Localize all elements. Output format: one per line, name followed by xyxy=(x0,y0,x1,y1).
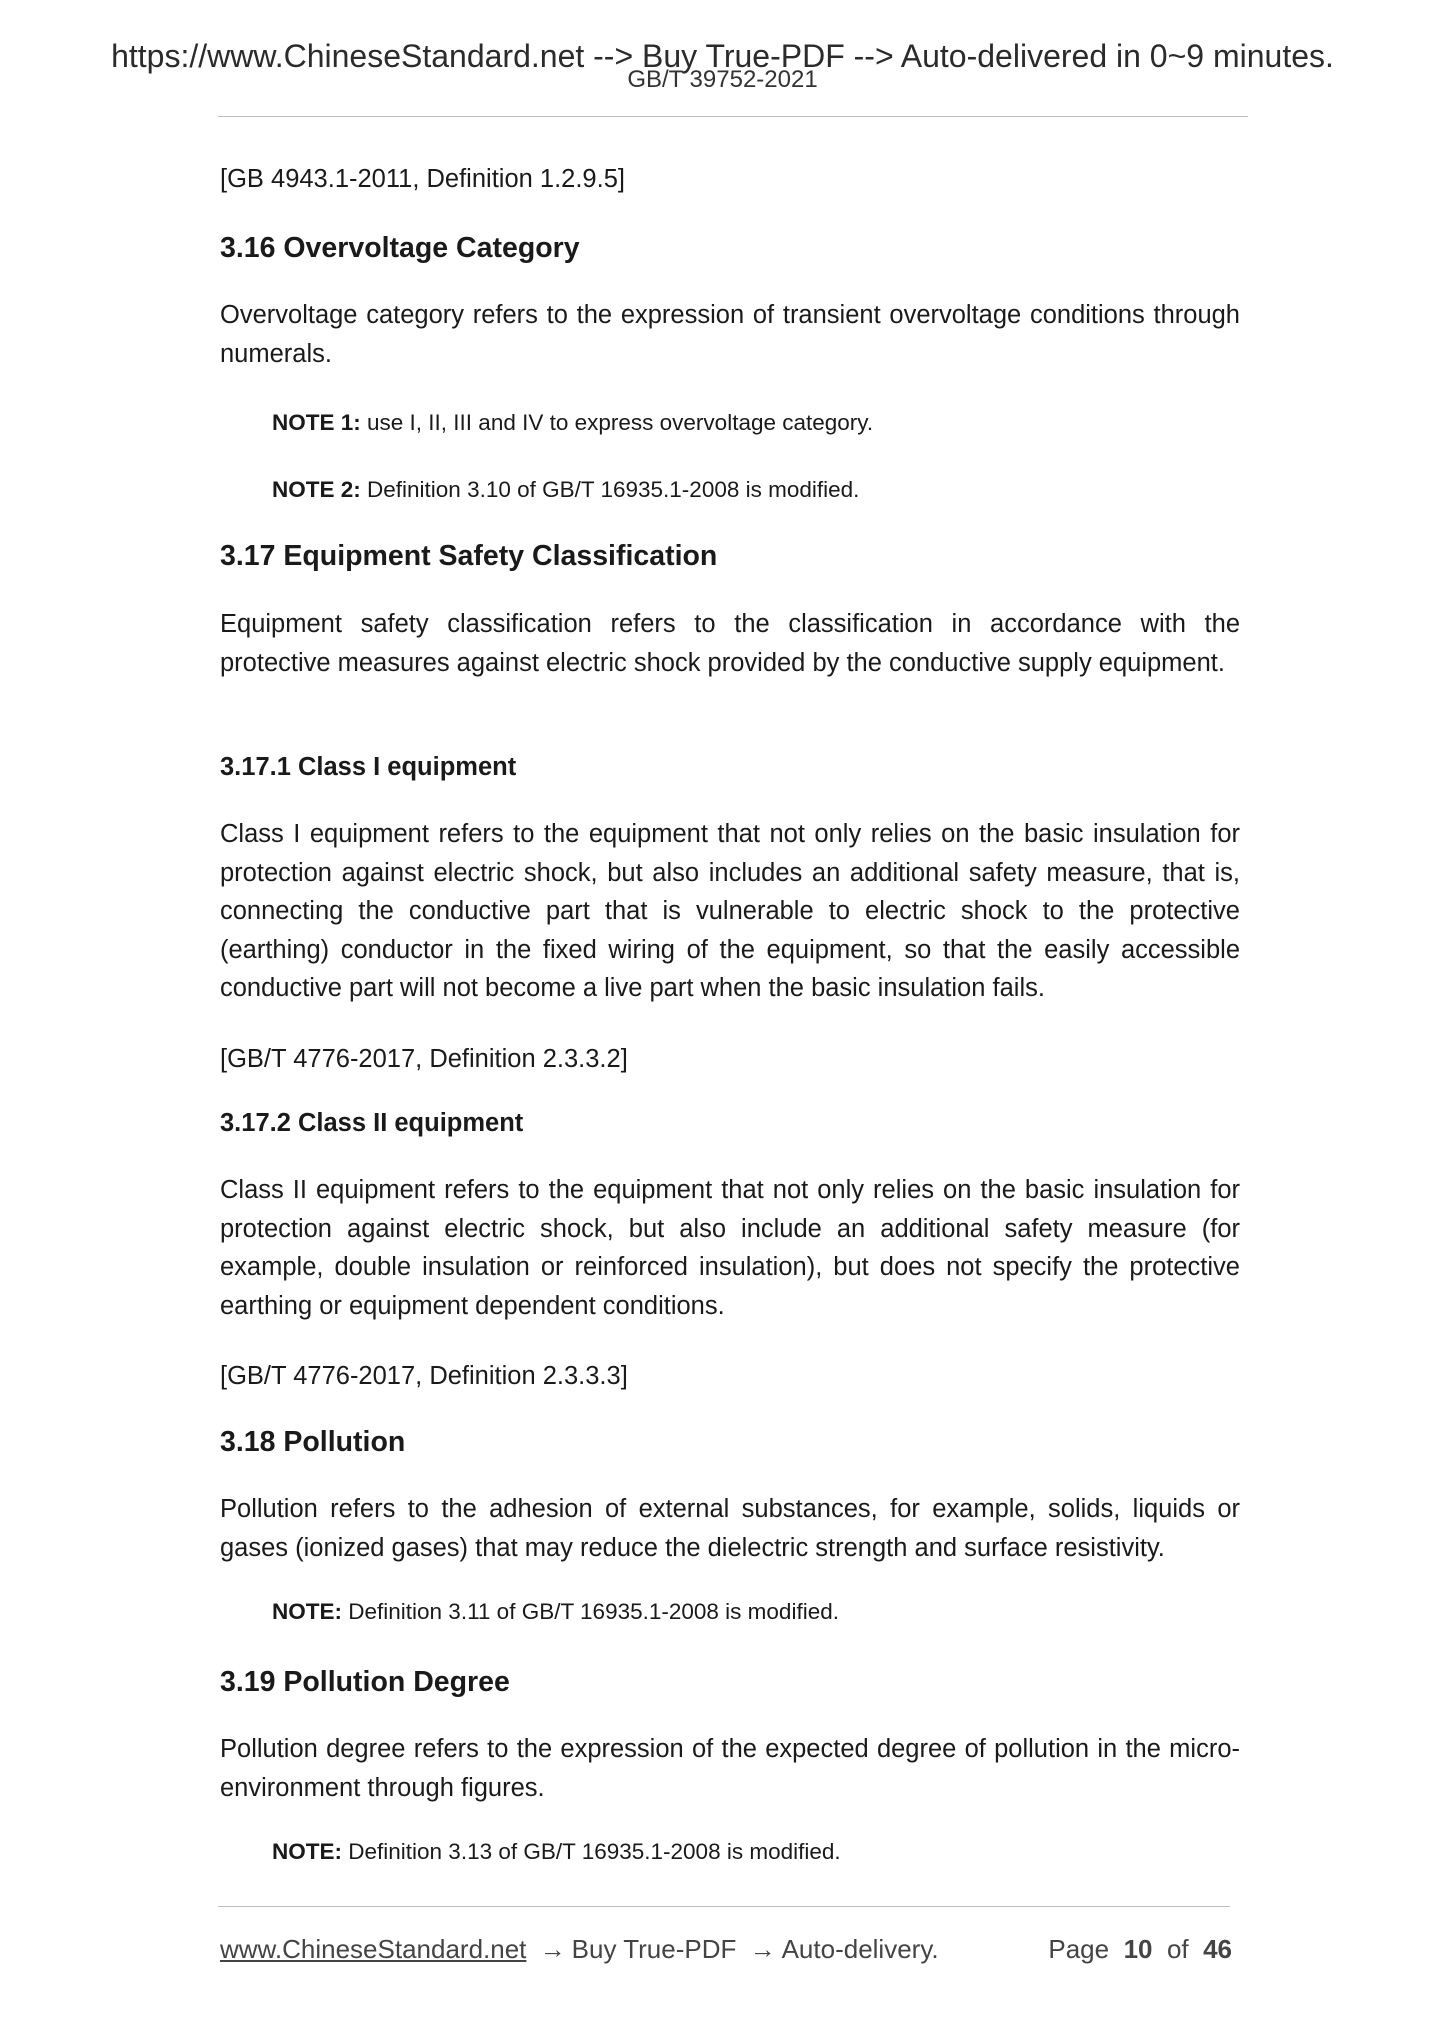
heading-3-19: 3.19 Pollution Degree xyxy=(220,1666,510,1698)
note-2 xyxy=(220,476,1240,503)
arrow-right-icon: → xyxy=(539,1934,566,1964)
reference-3-17-2: [GB/T 4776-2017, Definition 2.3.3.3] xyxy=(220,1362,628,1390)
note-2-text: Definition 3.10 of GB/T 16935.1-2008 is modified. xyxy=(360,477,860,502)
page-footer xyxy=(220,1934,1232,1965)
note-1-label: NOTE 1: xyxy=(272,410,361,435)
note-3-18 xyxy=(220,1598,1240,1625)
heading-3-16: 3.16 Overvoltage Category xyxy=(220,232,580,264)
note-3-19 xyxy=(220,1838,1240,1865)
paragraph-3-19: Pollution degree refers to the expression of the expected degree of pollution in the micro-environment through figures. xyxy=(220,1735,1240,1802)
note-1 xyxy=(220,409,1240,436)
page-number: 10 xyxy=(1123,1934,1153,1964)
footer-buy-text: Buy True-PDF xyxy=(571,1934,737,1964)
header-banner: https://www.ChineseStandard.net --> Buy True-PDF --> Auto-delivered in 0~9 minutes. xyxy=(111,38,1334,74)
footer-divider xyxy=(218,1906,1230,1907)
heading-3-17-2: 3.17.2 Class II equipment xyxy=(220,1109,524,1137)
arrow-right-icon: → xyxy=(749,1934,776,1964)
paragraph-3-18: Pollution refers to the adhesion of external substances, for example, solids, liquids or gases (ionized gases) that may reduce the dielectric strength and surface resistivity. xyxy=(220,1495,1240,1562)
of-label: of xyxy=(1166,1934,1189,1964)
page-indicator xyxy=(1048,1934,1232,1965)
note-3-18-label: NOTE: xyxy=(272,1599,342,1624)
heading-3-17-1: 3.17.1 Class I equipment xyxy=(220,753,517,781)
note-2-label: NOTE 2: xyxy=(272,477,361,502)
paragraph-3-17: Equipment safety classification refers to the classification in accordance with the protective measures against electric shock provided by the conductive supply equipment. xyxy=(220,610,1240,677)
reference-gb4943: [GB 4943.1-2011, Definition 1.2.9.5] xyxy=(220,165,625,193)
paragraph-3-17-1: Class I equipment refers to the equipment that not only relies on the basic insulation for protection against electric shock, but also includes an additional safety measure, that is, connecting the conductive part that is vulnerable to electric shock to the protective (earthing) conductor in the fixed wiring of the equipment, so that the easily accessible conductive part will not become a live part when the basic insulation fails. xyxy=(220,820,1240,1002)
paragraph-3-16: Overvoltage category refers to the expression of transient overvoltage conditions through numerals. xyxy=(220,301,1240,368)
footer-site-link[interactable]: www.ChineseStandard.net xyxy=(220,1934,527,1964)
note-3-19-label: NOTE: xyxy=(272,1839,342,1864)
total-pages: 46 xyxy=(1203,1934,1232,1964)
footer-delivery-text: Auto-delivery. xyxy=(781,1934,939,1964)
note-1-text: use I, II, III and IV to express overvoltage category. xyxy=(360,410,874,435)
page-label: Page xyxy=(1048,1934,1110,1964)
note-3-19-text: Definition 3.13 of GB/T 16935.1-2008 is modified. xyxy=(342,1839,841,1864)
header-divider xyxy=(218,116,1248,117)
reference-3-17-1: [GB/T 4776-2017, Definition 2.3.3.2] xyxy=(220,1045,628,1073)
standard-code: GB/T 39752-2021 xyxy=(627,66,818,93)
heading-3-17: 3.17 Equipment Safety Classification xyxy=(220,540,718,572)
note-3-18-text: Definition 3.11 of GB/T 16935.1-2008 is modified. xyxy=(342,1599,839,1624)
heading-3-18: 3.18 Pollution xyxy=(220,1426,406,1458)
paragraph-3-17-2: Class II equipment refers to the equipment that not only relies on the basic insulation for protection against electric shock, but also include an additional safety measure (for example, double insulation or reinforced insulation), but does not specify the protective earthing or equipment dependent conditions. xyxy=(220,1176,1240,1320)
